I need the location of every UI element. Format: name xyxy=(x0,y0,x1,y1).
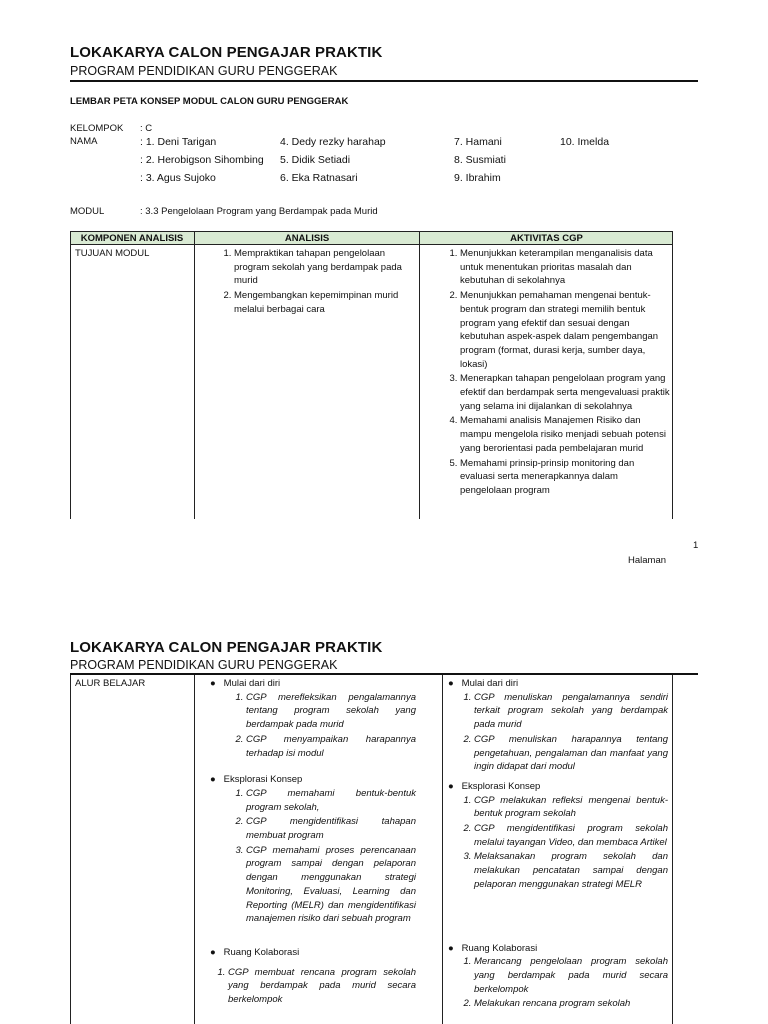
aktivitas-item: 1. Menunjukkan keterampilan menganalisis data untuk menentukan prioritas masalah dan kebutuhan di sekolahnya xyxy=(460,247,670,288)
modul-label: MODUL xyxy=(70,206,105,217)
table-divider-2 xyxy=(419,231,420,519)
alur-table xyxy=(70,675,673,1024)
aktivitas-item: 3. Menerapkan tahapan pengelolaan program yang efektif dan berdampak serta mengevaluasi praktik yang selama ini dijalankan di sekolahnya xyxy=(460,372,670,413)
bullet-eksplorasi: ● Eksplorasi Konsep xyxy=(448,780,541,792)
kelompok-value: : C xyxy=(140,123,153,134)
table2-divider-2 xyxy=(442,675,443,1024)
alur-col-aktivitas xyxy=(448,677,668,1012)
page-label: Halaman xyxy=(628,555,667,566)
alur-col-analisis xyxy=(210,677,416,1008)
alur-item: 1. CGP membuat rencana program sekolah yang berdampak pada murid secara berkelompok xyxy=(228,966,416,1007)
analisis-item: 2. Mengembangkan kepemimpinan murid melalui berbagai cara xyxy=(234,289,416,316)
alur-item: 3. Melaksanakan program sekolah dan melakukan pencatatan sampai dengan pelaporan menggunakan strategi MELR xyxy=(474,850,668,891)
name-6: 6. Eka Ratnasari xyxy=(280,172,358,184)
aktivitas-item: 5. Memahami prinsip-prinsip monitoring dan evaluasi serta menerapkannya dalam pengelolaan program xyxy=(460,457,670,498)
alur-item: 2. Melakukan rencana program sekolah xyxy=(474,997,668,1011)
bullet-mulai: ● Mulai dari diri xyxy=(210,678,281,689)
analisis-list xyxy=(216,247,416,318)
sheet-title: LEMBAR PETA KONSEP MODUL CALON GURU PENGGERAK xyxy=(70,96,349,107)
alur-item: 2. CGP menuliskan harapannya tentang pengetahuan, pengalaman dan manfaat yang ingin didapat dari modul xyxy=(474,733,668,774)
bullet-kolaborasi: ● Ruang Kolaborasi xyxy=(210,946,300,958)
analysis-table xyxy=(70,231,673,519)
name-8: 8. Susmiati xyxy=(454,154,506,166)
alur-item: 1. CGP merefleksikan pengalamannya tentang program sekolah yang berdampak pada murid xyxy=(246,691,416,732)
analisis-item: 1. Mempraktikan tahapan pengelolaan program sekolah yang berdampak pada murid xyxy=(234,247,416,288)
header-komponen: KOMPONEN ANALISIS xyxy=(80,233,184,244)
bullet-label: Ruang Kolaborasi xyxy=(461,942,538,954)
aktivitas-item: 2. Menunjukkan pemahaman mengenai bentuk-bentuk program dan strategi memilih bentuk program yang efektif dan sesuai dengan kebutuhan aspek-aspek dalam pengembangan program (format, durasi kerja, sumber daya, lokasi) xyxy=(460,289,670,371)
nama-label: NAMA xyxy=(70,136,98,147)
page-number: 1 xyxy=(693,540,699,551)
alur-item: 2. CGP mengidentifikasi tahapan membuat program xyxy=(246,815,416,842)
header-rule xyxy=(70,80,698,82)
bullet-eksplorasi: ● Eksplorasi Konsep xyxy=(210,774,303,786)
name-9: 9. Ibrahim xyxy=(454,172,501,184)
alur-item: 1. Merancang pengelolaan program sekolah yang berdampak pada murid secara berkelompok xyxy=(474,955,668,996)
alur-item: 2. CGP mengidentifikasi program sekolah melalui tayangan Video, dan membaca Artikel xyxy=(474,822,668,849)
alur-item: 2. CGP menyampaikan harapannya terhadap isi modul xyxy=(246,733,416,760)
table2-divider-1 xyxy=(194,675,195,1024)
name-1: : 1. Deni Tarigan xyxy=(140,136,217,148)
page-title: LOKAKARYA CALON PENGAJAR PRAKTIK xyxy=(70,44,383,61)
alur-item: 3. CGP memahami proses perencanaan program sampai dengan pelaporan dengan menggunakan strategi Monitoring, Evaluasi, Learning dan Reporting (MELR) dan mengidentifikasi manajemen risiko dari sebuah program xyxy=(246,844,416,926)
name-10: 10. Imelda xyxy=(560,136,610,148)
name-2: : 2. Herobigson Sihombing xyxy=(140,154,264,166)
alur-item: 1. CGP menuliskan pengalamannya sendiri terkait program sekolah yang berdampak pada murid xyxy=(474,691,668,732)
bullet-label: Ruang Kolaborasi xyxy=(223,946,300,958)
bullet-label: Mulai dari diri xyxy=(223,678,281,689)
table-divider-1 xyxy=(194,231,195,519)
page-subtitle: PROGRAM PENDIDIKAN GURU PENGGERAK xyxy=(70,64,338,78)
row-label-alur: ALUR BELAJAR xyxy=(75,678,146,689)
header-analisis: ANALISIS xyxy=(284,233,330,244)
page-subtitle-2: PROGRAM PENDIDIKAN GURU PENGGERAK xyxy=(70,658,338,672)
modul-value: : 3.3 Pengelolaan Program yang Berdampak pada Murid xyxy=(140,206,378,217)
name-4: 4. Dedy rezky harahap xyxy=(280,136,386,148)
aktivitas-item: 4. Memahami analisis Manajemen Risiko dan mampu mengelola risiko menjadi sebuah potensi yang berorientasi pada pembelajaran murid xyxy=(460,414,670,455)
aktivitas-list xyxy=(442,247,670,499)
page-title-2: LOKAKARYA CALON PENGAJAR PRAKTIK xyxy=(70,639,383,656)
alur-item: 1. CGP memahami bentuk-bentuk program sekolah, xyxy=(246,787,416,814)
bullet-label: Mulai dari diri xyxy=(461,678,519,689)
row-label-tujuan: TUJUAN MODUL xyxy=(75,248,150,259)
table-border-left xyxy=(70,231,71,519)
bullet-mulai: ● Mulai dari diri xyxy=(448,678,519,689)
table2-border-left xyxy=(70,675,71,1024)
header-aktivitas: AKTIVITAS CGP xyxy=(510,233,583,244)
name-3: : 3. Agus Sujoko xyxy=(140,172,216,184)
bullet-kolaborasi: ● Ruang Kolaborasi xyxy=(448,942,538,954)
name-5: 5. Didik Setiadi xyxy=(280,154,351,166)
kelompok-label: KELOMPOK xyxy=(70,123,124,134)
bullet-label: Eksplorasi Konsep xyxy=(223,774,303,786)
bullet-label: Eksplorasi Konsep xyxy=(461,780,541,792)
table2-border-right xyxy=(672,675,673,1024)
table-border-right xyxy=(672,231,673,519)
name-7: 7. Hamani xyxy=(454,136,502,148)
alur-item: 1. CGP melakukan refleksi mengenai bentuk-bentuk program sekolah xyxy=(474,794,668,821)
